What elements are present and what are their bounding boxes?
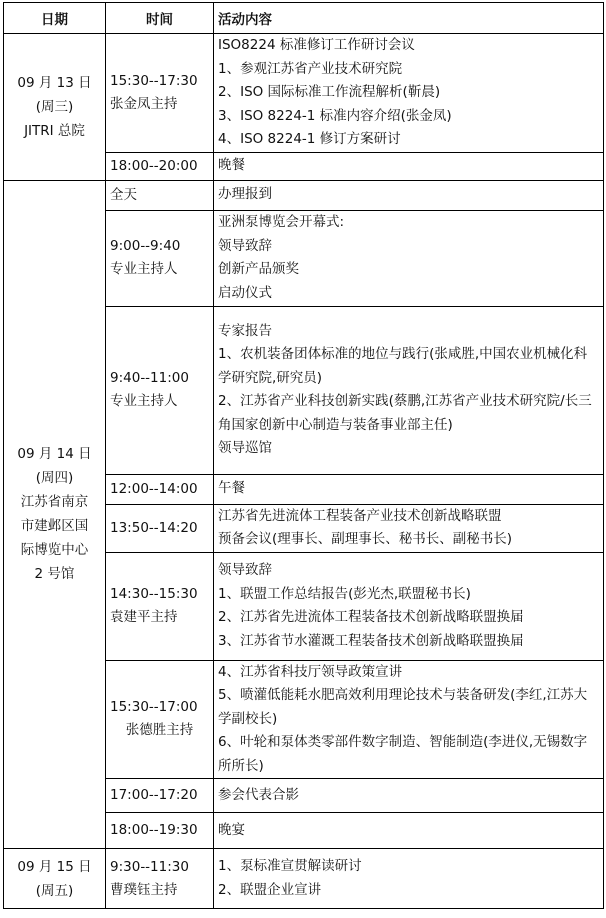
agenda-item: 创新产品颁奖 <box>218 261 299 277</box>
agenda-item: 2、江苏省产业科技创新实践(蔡鹏,江苏省产业技术研究院/长三角国家创新中心制造与装备事业部主任) <box>218 393 592 433</box>
time-cell <box>106 34 214 153</box>
agenda-item: 6、叶轮和泵体类零部件数字制造、智能制造(李进仪,无锡数字所所长) <box>218 734 588 774</box>
schedule-row <box>4 849 604 909</box>
agenda-item: 参会代表合影 <box>218 786 299 803</box>
date-cell <box>4 180 106 849</box>
content-cell <box>214 660 604 779</box>
agenda-item: 1、参观江苏省产业技术研究院 <box>218 60 403 77</box>
agenda-item: 3、ISO 8224-1 标准内容介绍(张金凤) <box>218 107 452 124</box>
date-line: 2 号馆 <box>34 566 75 583</box>
time-cell <box>106 660 214 779</box>
time-cell <box>106 474 214 504</box>
session-host: 袁建平主持 <box>110 609 178 625</box>
session-host: 曹璞钰主持 <box>110 881 178 898</box>
time-cell <box>106 210 214 306</box>
content-cell <box>214 306 604 474</box>
session-time: 9:40--11:00 <box>110 370 189 386</box>
date-cell <box>4 849 106 909</box>
content-cell <box>214 779 604 813</box>
agenda-item: 2、联盟企业宣讲 <box>218 881 322 898</box>
session-time: 9:30--11:30 <box>110 858 189 875</box>
header-date: 日期 <box>4 3 106 34</box>
session-host: 专业主持人 <box>110 261 178 277</box>
agenda-item: 4、江苏省科技厅领导政策宣讲 <box>218 663 403 680</box>
content-cell <box>214 849 604 909</box>
agenda-item: 2、ISO 国际标准工作流程解析(靳晨) <box>218 84 441 100</box>
agenda-item: 领导致辞 <box>218 562 272 578</box>
content-cell <box>214 180 604 210</box>
agenda-item: 预备会议(理事长、副理事长、秘书长、副秘书长) <box>218 531 513 547</box>
agenda-item: 启动仪式 <box>218 284 272 301</box>
agenda-item: 晚宴 <box>218 821 245 838</box>
session-time: 15:30--17:30 <box>110 72 198 89</box>
content-cell <box>214 813 604 849</box>
time-cell <box>106 849 214 909</box>
time-cell <box>106 180 214 210</box>
agenda-item: 1、联盟工作总结报告(彭光杰,联盟秘书长) <box>218 585 471 602</box>
content-cell <box>214 474 604 504</box>
time-cell <box>106 813 214 849</box>
session-time: 17:00--17:20 <box>110 787 198 803</box>
content-cell <box>214 34 604 153</box>
session-time: 15:30--17:00 <box>110 699 198 716</box>
header-row <box>4 3 604 34</box>
time-cell <box>106 152 214 180</box>
session-time: 18:00--19:30 <box>110 822 198 838</box>
session-time: 13:50--14:20 <box>110 519 198 536</box>
agenda-item: 亚洲泵博览会开幕式: <box>218 214 345 230</box>
agenda-item: 4、ISO 8224-1 修订方案研讨 <box>218 131 401 147</box>
agenda-item: 1、泵标准宣贯解读研讨 <box>218 858 362 874</box>
date-line: 市建邺区国 <box>20 518 89 535</box>
agenda-item: 2、江苏省先进流体工程装备技术创新战略联盟换届 <box>218 609 524 625</box>
session-host: 张金凤主持 <box>110 95 178 112</box>
agenda-item: 领导致辞 <box>218 237 272 254</box>
content-cell <box>214 152 604 180</box>
header-time: 时间 <box>106 3 214 34</box>
agenda-item: 1、农机装备团体标准的地位与践行(张咸胜,中国农业机械化科学研究院,研究员) <box>218 346 588 386</box>
date-line: JITRI 总院 <box>24 122 85 139</box>
date-line: 09 月 14 日 <box>17 446 92 463</box>
session-time: 12:00--14:00 <box>110 480 198 497</box>
time-cell <box>106 779 214 813</box>
agenda-item: 晚餐 <box>218 157 245 174</box>
time-cell <box>106 552 214 660</box>
content-cell <box>214 552 604 660</box>
time-cell <box>106 306 214 474</box>
schedule-row <box>4 180 604 210</box>
schedule-table <box>3 2 604 909</box>
agenda-item: 3、江苏省节水灌溉工程装备技术创新战略联盟换届 <box>218 632 524 649</box>
agenda-item: ISO8224 标准修订工作研讨会议 <box>218 37 415 53</box>
time-cell <box>106 504 214 552</box>
agenda-item: 办理报到 <box>218 186 272 203</box>
session-host: 张德胜主持 <box>125 722 194 739</box>
date-line: 09 月 13 日 <box>17 74 92 91</box>
agenda-item: 专家报告 <box>218 322 272 339</box>
date-line: (周四) <box>35 470 74 487</box>
session-time: 全天 <box>110 186 137 203</box>
agenda-item: 江苏省先进流体工程装备产业技术创新战略联盟 <box>218 507 502 524</box>
session-time: 18:00--20:00 <box>110 157 198 174</box>
session-host: 专业主持人 <box>110 393 178 409</box>
agenda-item: 午餐 <box>218 480 245 497</box>
date-line: (周五) <box>35 882 74 899</box>
schedule-row <box>4 34 604 153</box>
content-cell <box>214 210 604 306</box>
content-cell <box>214 504 604 552</box>
date-line: (周三) <box>35 98 74 115</box>
session-time: 14:30--15:30 <box>110 586 198 602</box>
date-line: 际博览中心 <box>20 542 89 559</box>
agenda-item: 领导巡馆 <box>218 440 272 456</box>
header-content: 活动内容 <box>214 3 604 34</box>
agenda-item: 5、喷灌低能耗水肥高效利用理论技术与装备研发(李红,江苏大学副校长) <box>218 687 588 727</box>
date-line: 江苏省南京 <box>20 494 89 511</box>
date-line: 09 月 15 日 <box>17 858 92 875</box>
date-cell <box>4 34 106 181</box>
session-time: 9:00--9:40 <box>110 238 181 254</box>
